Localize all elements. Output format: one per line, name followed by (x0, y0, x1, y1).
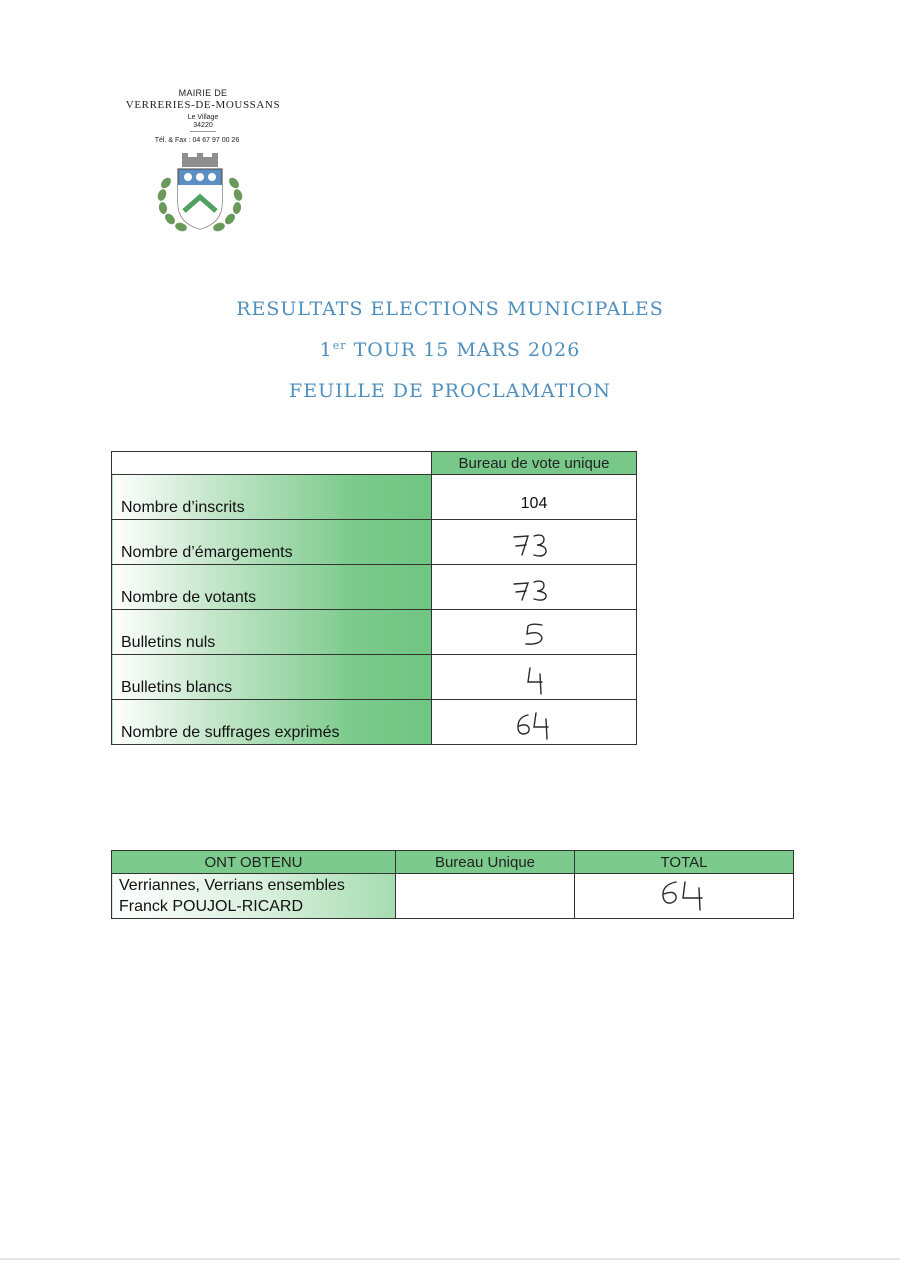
table-row (112, 655, 637, 700)
list-name: Verriannes, Verrians ensembles (119, 877, 345, 894)
title-proclamation: FEUILLE DE PROCLAMATION (289, 380, 611, 402)
round-date: TOUR 15 MARS 2026 (346, 339, 581, 361)
svg-text:73: 73 (504, 527, 506, 528)
results-table (111, 850, 794, 919)
svg-text:64: 64 (504, 707, 506, 708)
round-suffix: er (332, 339, 347, 352)
row-label-votants: Nombre de votants (112, 565, 432, 610)
value-inscrits (432, 475, 637, 520)
bureau-unique-value (396, 874, 575, 919)
handwritten-blancs (504, 662, 564, 696)
phone-fax: Tél. & Fax : 04 67 97 00 26 (154, 137, 240, 144)
results-header-row (112, 851, 794, 874)
svg-text:5: 5 (504, 617, 505, 618)
handwritten-emargements (504, 527, 564, 561)
table-row (112, 610, 637, 655)
table-row (112, 700, 637, 745)
inscrits-value: 104 (520, 495, 548, 512)
svg-text:4: 4 (504, 662, 505, 663)
row-label-inscrits: Nombre d’inscrits (112, 475, 432, 520)
candidate-cell (112, 874, 396, 919)
table-row (112, 565, 637, 610)
value-votants (432, 565, 637, 610)
header-total: TOTAL (575, 851, 794, 874)
mairie-label: MAIRIE DE (178, 88, 228, 98)
letterhead-divider (190, 131, 216, 132)
header-bureau-unique: Bureau Unique (396, 851, 575, 874)
title-round (0, 339, 900, 361)
total-value (575, 874, 794, 919)
candidate-name: Franck POUJOL-RICARD (119, 898, 304, 915)
handwritten-nuls (504, 617, 564, 651)
stats-table (111, 451, 637, 745)
coat-of-arms-icon (152, 153, 248, 235)
value-exprimes (432, 700, 637, 745)
value-blancs (432, 655, 637, 700)
letterhead (118, 88, 288, 144)
row-label-nuls: Bulletins nuls (112, 610, 432, 655)
postal-code: 34220 (193, 122, 213, 129)
value-emargements (432, 520, 637, 565)
handwritten-votants (504, 572, 564, 606)
stats-header-row (112, 452, 637, 475)
table-row (112, 520, 637, 565)
stats-column-header: Bureau de vote unique (432, 452, 637, 475)
row-label-emargements: Nombre d’émargements (112, 520, 432, 565)
svg-text:64: 64 (652, 875, 654, 877)
row-label-exprimes: Nombre de suffrages exprimés (112, 700, 432, 745)
round-number: 1 (319, 339, 333, 361)
title-results: RESULTATS ELECTIONS MUNICIPALES (236, 298, 664, 320)
svg-text:73: 73 (504, 572, 506, 573)
table-row (112, 874, 794, 919)
address-line: Le Village (187, 114, 219, 121)
scan-edge (0, 1258, 900, 1260)
handwritten-total (652, 876, 716, 912)
table-row (112, 475, 637, 520)
handwritten-exprimes (504, 707, 564, 741)
row-label-blancs: Bulletins blancs (112, 655, 432, 700)
stats-header-blank (112, 452, 432, 475)
value-nuls (432, 610, 637, 655)
commune-name: VERRERIES-DE-MOUSSANS (125, 99, 281, 111)
header-ont-obtenu: ONT OBTENU (112, 851, 396, 874)
